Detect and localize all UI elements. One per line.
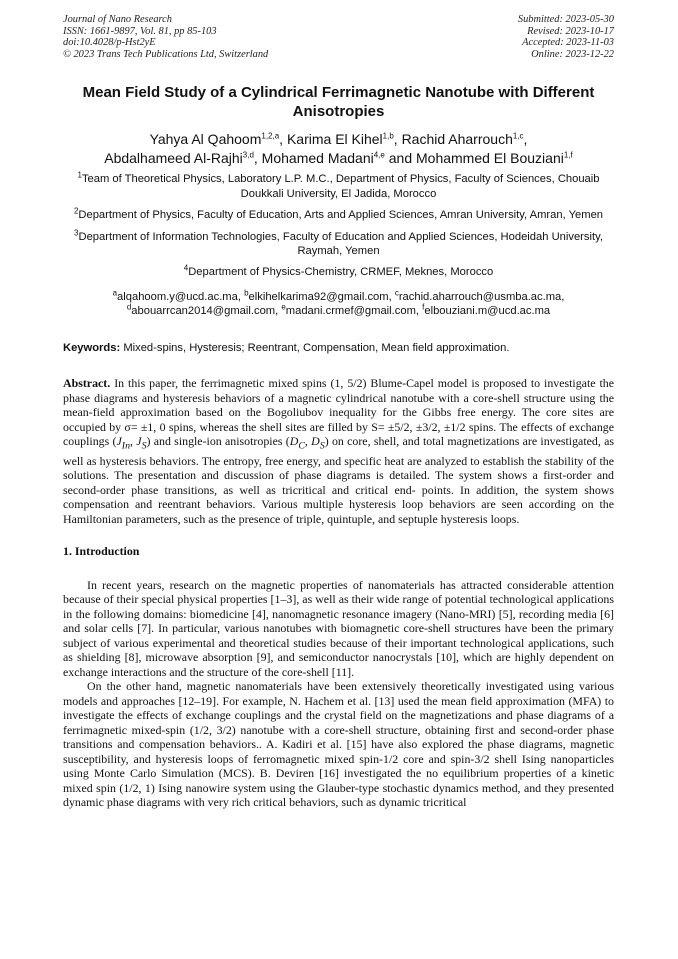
- email[interactable]: $^c$rachid.aharrouch@usmba.ac.ma: [394, 288, 562, 303]
- journal-name: Journal of Nano Research: [63, 14, 172, 25]
- abstract: Abstract. In this paper, the ferrimagnetic mixed spins (1, 5/2) Blume-Capel model is proposed to investigate the phase diagrams and hysteresis behaviors of a magnetic cylindrical nanotube with a core-shell structure using the mean-field approximation based on the Bogoliubov inequality for the Gibbs free energy. The core sites are occupied by σ= ±1, 0 spins, whereas the shell sites are filled by S= ±5/2, ±3/2, ±1/2 spins. The effects of exchange couplings ($J_{In}$, $J_S$) and single-ion anisotropies ($D_C$, $D_S$) on core, shell, and total magnetizations are investigated, as well as hysteresis behaviors. The entropy, free energy, and specific heat are analyzed to establish the stability of the solutions. The presentation and discussion of phase diagrams is detailed. The system shows a first-order and second-order phase transitions, as well as tricritical and critical end- points. In addition, the system shows compensation and reentrant behaviors. Various multiple hysteresis loop behaviors are seen according on the Hamiltonian parameters, such as the presence of triple, quintuple, and septuple hysteresis loops.: [63, 376, 615, 526]
- author: Abdalhameed Al-Rajhi$^{3,d}$,: [104, 150, 262, 167]
- affiliation: $^2$Department of Physics, Faculty of Education, Arts and Applied Sciences, Amran University, Amran, Yemen: [73, 206, 604, 222]
- submitted-date: Submitted: 2023-05-30: [517, 14, 614, 25]
- keywords-label: Keywords:: [63, 341, 121, 354]
- body-paragraph: On the other hand, magnetic nanomaterials have been extensively theoretically investigated using various models and approaches [12–19]. For example, N. Hachem et al. [13] used the mean field approximation (MFA) to investigate the effects of exchange couplings and the crystal field on the magnetizations and phase diagrams of a ferrimagnetic mixed-spin (1/2, 3/2) nanotube with a core-shell structure, obtaining first and second-order phase transitions and compensation behaviors.. A. Kadiri et al. [15] have also explored the phase diagrams, magnetic susceptibility, and hysteresis loops of ferromagnetic mixed spin-1/2 core and spin-3/2 shell Ising nanoparticles using Monte Carlo Simulation (MCS). B. Deviren [16] investigated the no equilibrium properties of a kinetic mixed spin (1/2, 1) Ising nanowire system using the Glauber-type stochastic dynamics method, and they presented dynamic phase diagrams with very rich critical behaviors, such as dynamic tricritical: [63, 679, 614, 810]
- email[interactable]: $^e$madani.crmef@gmail.com: [281, 302, 416, 318]
- header-right: [518, 14, 614, 60]
- running-header: [63, 14, 614, 60]
- email[interactable]: $^b$elkihelkarima92@gmail.com: [244, 288, 389, 303]
- keywords: [63, 341, 614, 355]
- keywords-text: Mixed-spins, Hysteresis; Reentrant, Compensation, Mean field approximation.: [123, 341, 510, 354]
- affiliation: $^4$Department of Physics-Chemistry, CRMEF, Meknes, Morocco: [183, 263, 494, 279]
- author: Mohamed Madani$^{4,e}$ and: [261, 150, 416, 167]
- affiliation: $^1$Team of Theoretical Physics, Laboratory L.P. M.C., Department of Physics, Faculty of Sciences, Chouaib Doukkali University, El Jadida, Morocco: [77, 170, 600, 200]
- email-list: $^a$alqahoom.y@ucd.ac.ma, $^b$elkihelkarima92@gmail.com, $^c$rachid.aharrouch@usmba.ac.ma, $^d$abouarrcan2014@gmail.com, $^e$madani.crmef@gmail.com, $^f$elbouziani.m@ucd.ac.ma: [112, 288, 565, 318]
- body-paragraph: In recent years, research on the magnetic properties of nanomaterials has attracted considerable attention because of their special physical properties [1–3], as well as their wide range of potential technological applications in the following domains: biomedicine [4], nanomagnetic resonance imagery (Nano-MRI) [5], recording media [6] and solar cells [7]. In particular, various nanotubes with biomagnetic core-shell structures have been the primary subject of various experimental and theoretical studies because of their important technological applications, such as shielding [8], microwave absorption [9], and semiconductor nanocrystals [10], which are highly dependent on exchange interactions and the structure of the core-shell [11].: [63, 577, 614, 679]
- author: Yahya Al Qahoom$^{1,2,a}$,: [149, 131, 287, 148]
- affiliation: $^3$Department of Information Technologies, Faculty of Education and Applied Sciences, Hodeidah University, Raymah, Yemen: [74, 227, 603, 257]
- email[interactable]: $^f$elbouziani.m@ucd.ac.ma: [422, 302, 551, 318]
- author: Rachid Aharrouch$^{1,c}$,: [401, 131, 528, 148]
- section-heading: 1. Introduction: [63, 544, 140, 559]
- email[interactable]: $^d$abouarrcan2014@gmail.com: [126, 302, 276, 318]
- abstract-label: Abstract.: [63, 376, 111, 391]
- accepted-date: Accepted: 2023-11-03: [522, 37, 614, 49]
- author: Karima El Kihel$^{1,b}$,: [286, 131, 402, 148]
- revised-date: Revised: 2023-10-17: [527, 25, 614, 37]
- author: Mohammed El Bouziani$^{1,f}$: [416, 150, 573, 167]
- header-left: [63, 14, 268, 60]
- email[interactable]: $^a$alqahoom.y@ucd.ac.ma: [112, 288, 238, 303]
- doi: doi:10.4028/p-Hst2yE: [63, 37, 156, 49]
- paper-title: Mean Field Study of a Cylindrical Ferrimagnetic Nanotube with Different Anisotropies: [82, 84, 595, 121]
- copyright: © 2023 Trans Tech Publications Ltd, Switzerland: [63, 48, 269, 60]
- author-list: [63, 130, 614, 168]
- online-date: Online: 2023-12-22: [531, 48, 614, 60]
- issn: ISSN: 1661-9897, Vol. 81, pp 85-103: [63, 25, 217, 37]
